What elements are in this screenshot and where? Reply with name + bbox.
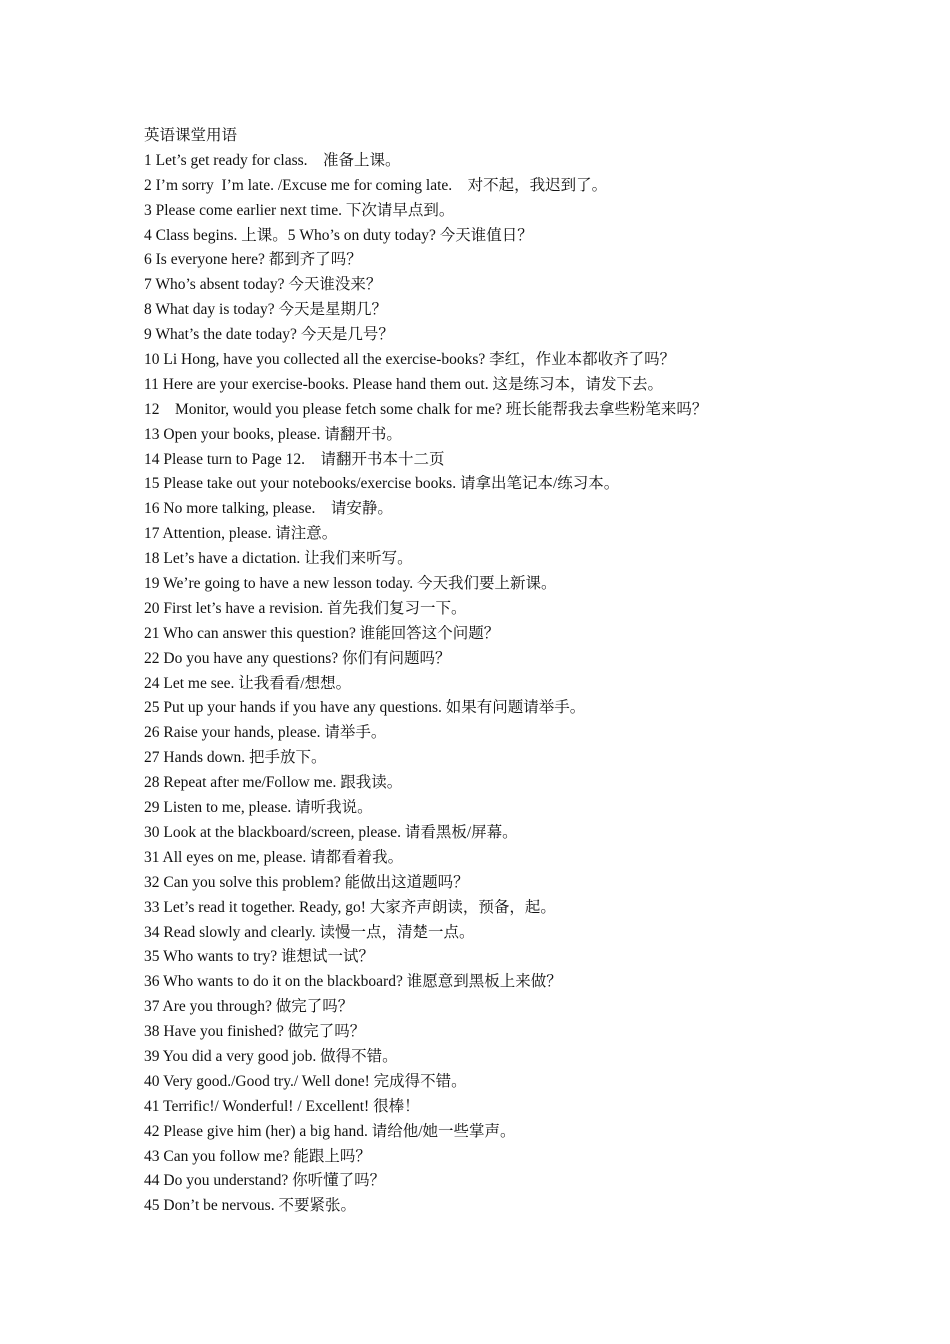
document-title: 英语课堂用语 [144,127,238,144]
phrase-line: 15 Please take out your notebooks/exercise books. 请拿出笔记本/练习本。 [144,475,620,493]
phrase-line: 32 Can you solve this problem? 能做出这道题吗？ [144,873,469,891]
phrase-line: 37 Are you through? 做完了吗？ [144,998,354,1016]
phrase-line: 18 Let’s have a dictation. 让我们来听写。 [144,550,413,568]
phrase-line: 6 Is everyone here? 都到齐了吗？ [144,251,362,269]
phrase-line: 3 Please come earlier next time. 下次请早点到。 [144,201,455,219]
phrase-line: 42 Please give him (her) a big hand. 请给他/她一些掌声。 [144,1122,516,1140]
phrase-line: 39 You did a very good job. 做得不错。 [144,1047,398,1065]
phrase-line: 34 Read slowly and clearly. 读慢一点，清楚一点。 [144,923,475,941]
phrase-line: 38 Have you finished? 做完了吗？ [144,1023,366,1041]
document-body [144,124,884,1219]
phrase-line: 7 Who’s absent today? 今天谁没来？ [144,276,382,294]
phrase-line: 28 Repeat after me/Follow me. 跟我读。 [144,774,403,792]
phrase-line: 30 Look at the blackboard/screen, please. 请看黑板/屏幕。 [144,823,518,841]
phrase-line: 12 Monitor, would you please fetch some chalk for me? 班长能帮我去拿些粉笔来吗？ [144,400,708,418]
phrase-line: 43 Can you follow me? 能跟上吗？ [144,1147,371,1165]
phrase-line: 25 Put up your hands if you have any questions. 如果有问题请举手。 [144,699,586,717]
phrase-line: 2 I’m sorry I’m late. /Excuse me for coming late. 对不起，我迟到了。 [144,176,608,194]
phrase-line: 16 No more talking, please. 请安静。 [144,500,393,518]
phrase-line: 33 Let’s read it together. Ready, go! 大家齐声朗读，预备，起。 [144,898,556,916]
phrase-line: 13 Open your books, please. 请翻开书。 [144,425,402,443]
phrase-line: 40 Very good./Good try./ Well done! 完成得不错。 [144,1072,467,1090]
phrase-line: 36 Who wants to do it on the blackboard? 谁愿意到黑板上来做？ [144,973,562,991]
phrase-line: 20 First let’s have a revision. 首先我们复习一下。 [144,599,467,617]
phrase-line: 26 Raise your hands, please. 请举手。 [144,724,387,742]
phrase-line: 29 Listen to me, please. 请听我说。 [144,799,373,817]
phrase-line: 11 Here are your exercise-books. Please hand them out. 这是练习本，请发下去。 [144,375,663,393]
phrase-line: 41 Terrific!/ Wonderful! / Excellent! 很棒！ [144,1097,420,1115]
phrase-line: 10 Li Hong, have you collected all the exercise-books? 李红，作业本都收齐了吗？ [144,351,676,369]
phrase-line: 44 Do you understand? 你听懂了吗？ [144,1172,386,1190]
phrase-line: 24 Let me see. 让我看看/想想。 [144,674,352,692]
phrase-line: 35 Who wants to try? 谁想试一试？ [144,948,375,966]
phrase-line: 1 Let’s get ready for class. 准备上课。 [144,151,401,169]
phrase-line: 27 Hands down. 把手放下。 [144,749,327,767]
phrase-line: 21 Who can answer this question? 谁能回答这个问题？ [144,624,500,642]
phrase-line: 4 Class begins. 上课。5 Who’s on duty today? 今天谁值日？ [144,226,533,244]
phrase-line: 14 Please turn to Page 12. 请翻开书本十二页 [144,450,445,468]
phrase-line: 19 We’re going to have a new lesson today. 今天我们要上新课。 [144,575,557,593]
phrase-line: 22 Do you have any questions? 你们有问题吗？ [144,649,451,667]
phrase-line: 45 Don’t be nervous. 不要紧张。 [144,1197,356,1215]
phrase-line: 17 Attention, please. 请注意。 [144,525,338,543]
phrase-line: 9 What’s the date today? 今天是几号？ [144,326,394,344]
phrase-line: 31 All eyes on me, please. 请都看着我。 [144,848,404,866]
phrase-line: 8 What day is today? 今天是星期几？ [144,301,387,319]
